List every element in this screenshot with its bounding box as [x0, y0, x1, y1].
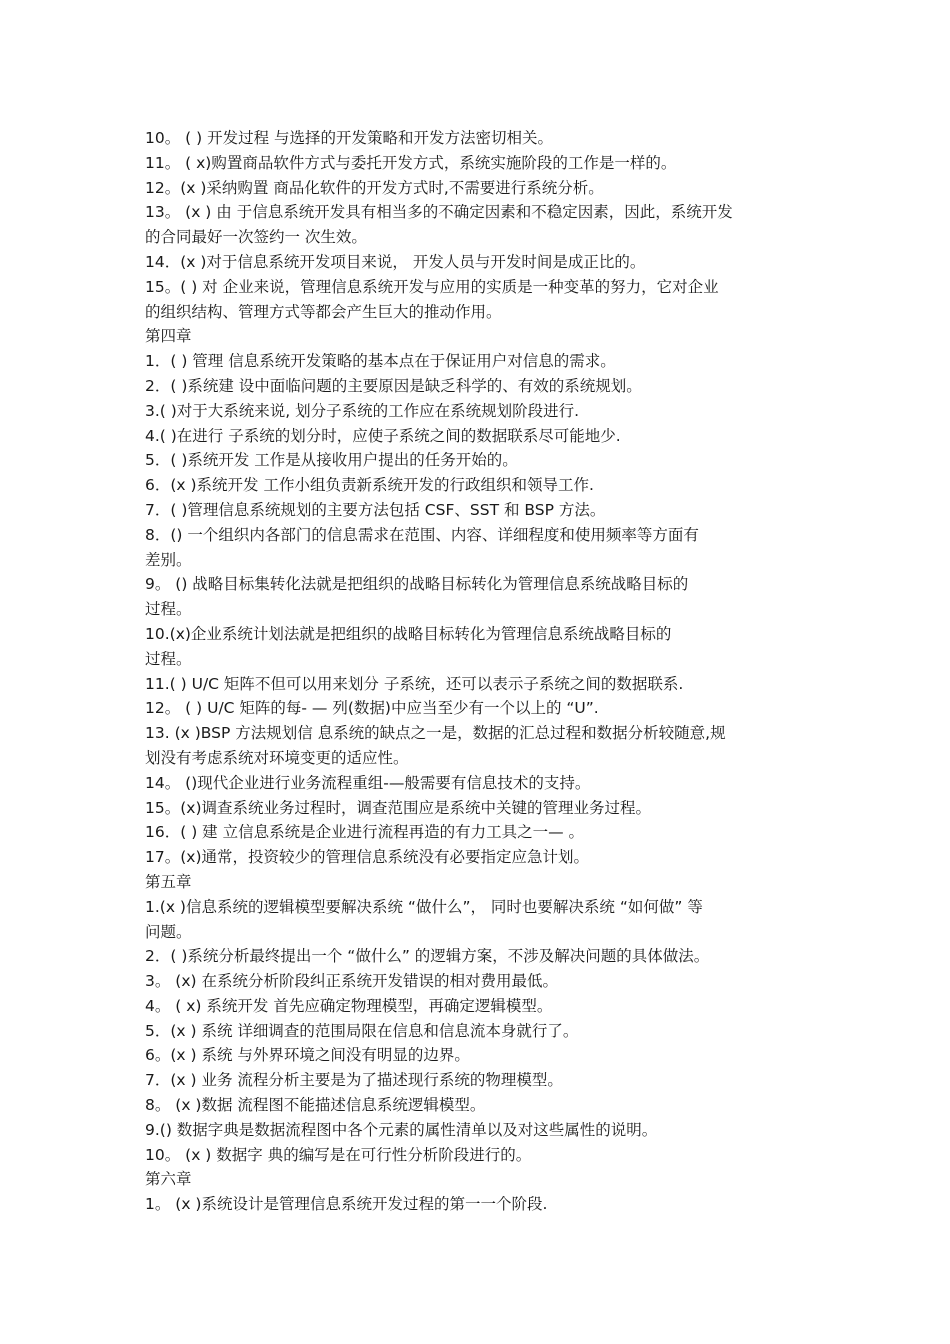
text-line: 14．(x )对于信息系统开发项目来说， 开发人员与开发时间是成正比的。: [145, 252, 646, 271]
text-line: 6．(x )系统开发 工作小组负责新系统开发的行政组织和领导工作.: [145, 476, 594, 495]
text-line: 10。 ( ) 开发过程 与选择的开发策略和开发方法密切相关。: [145, 129, 554, 147]
chapter-heading: 第四章: [145, 327, 192, 346]
text-line: 13。 (x ) 由 于信息系统开发具有相当多的不确定因素和不稳定因素，因此，系统开发: [145, 203, 733, 222]
text-line: 1．( ) 管理 信息系统开发策略的基本点在于保证用户对信息的需求。: [145, 352, 616, 371]
text-line: 12。 ( ) U/C 矩阵的每- — 列(数据)中应当至少有一个以上的 “U”.: [145, 699, 599, 718]
text-line: 17。(x)通常，投资较少的管理信息系统没有必要指定应急计划。: [145, 848, 589, 867]
text-line: 过程。: [145, 600, 192, 619]
text-line: 2．( )系统分析最终提出一个 “做什么” 的逻辑方案，不涉及解决问题的具体做法。: [145, 947, 710, 966]
text-line: 3。 (x) 在系统分析阶段纠正系统开发错误的相对费用最低。: [145, 972, 558, 991]
text-line: 4。 ( x) 系统开发 首先应确定物理模型，再确定逻辑模型。: [145, 996, 553, 1015]
text-line: 2．( )系统建 设中面临问题的主要原因是缺乏科学的、有效的系统规划。: [145, 376, 642, 395]
text-line: 9.() 数据字典是数据流程图中各个元素的属性清单以及对这些属性的说明。: [145, 1120, 658, 1139]
text-line: 14。 ()现代企业进行业务流程重组-—般需要有信息技术的支持。: [145, 773, 591, 792]
document-body: [145, 126, 805, 1217]
text-line: 的组织结构、管理方式等都会产生巨大的推动作用。: [145, 302, 502, 321]
text-line: 1。 (x )系统设计是管理信息系统开发过程的第一一个阶段.: [145, 1195, 548, 1214]
text-line: 16．( ) 建 立信息系统是企业进行流程再造的有力工具之一— 。: [145, 823, 585, 842]
chapter-heading: 第五章: [145, 872, 192, 891]
text-line: 12。(x )采纳购置 商品化软件的开发方式时,不需要进行系统分析。: [145, 178, 604, 197]
text-line: 15。( ) 对 企业来说，管理信息系统开发与应用的实质是一种变革的努力，它对企业: [145, 277, 719, 296]
text-line: 7．( )管理信息系统规划的主要方法包括 CSF、SST 和 BSP 方法。: [145, 500, 606, 519]
text-line: 4.( )在进行 子系统的划分时，应使子系统之间的数据联系尽可能地少.: [145, 426, 621, 445]
text-line: 1.(x )信息系统的逻辑模型要解决系统 “做什么”， 同时也要解决系统 “如何做” 等: [145, 897, 703, 916]
text-line: 差别。: [145, 550, 192, 569]
text-line: 15。(x)调查系统业务过程时，调查范围应是系统中关键的管理业务过程。: [145, 798, 651, 817]
text-line: 5．( )系统开发 工作是从接收用户提出的任务开始的。: [145, 451, 518, 470]
text-line: 7．(x ) 业务 流程分析主要是为了描述现行系统的物理模型。: [145, 1071, 563, 1090]
text-line: 6。(x ) 系统 与外界环境之间没有明显的边界。: [145, 1046, 470, 1065]
text-line: 8。 (x )数据 流程图不能描述信息系统逻辑模型。: [145, 1096, 486, 1115]
text-line: 10。 (x ) 数据字 典的编写是在可行性分析阶段进行的。: [145, 1145, 532, 1164]
text-line: 过程。: [145, 649, 192, 668]
text-line: 划没有考虑系统对环境变更的适应性。: [145, 748, 409, 767]
text-line: 9。 () 战略目标集转化法就是把组织的战略目标转化为管理信息系统战略目标的: [145, 575, 689, 594]
text-line: 13. (x )BSP 方法规划信 息系统的缺点之一是，数据的汇总过程和数据分析较随意,规: [145, 724, 726, 743]
text-line: 的合同最好一次签约一 次生效。: [145, 228, 367, 247]
text-line: 11。 ( x)购置商品软件方式与委托开发方式，系统实施阶段的工作是一样的。: [145, 153, 677, 172]
chapter-heading: 第六章: [145, 1170, 192, 1189]
text-line: 3.( )对于大系统来说, 划分子系统的工作应在系统规划阶段进行.: [145, 401, 580, 420]
text-line: 5．(x ) 系统 详细调查的范围局限在信息和信息流本身就行了。: [145, 1021, 579, 1040]
text-line: 11.( ) U/C 矩阵不但可以用来划分 子系统，还可以表示子系统之间的数据联系.: [145, 674, 684, 693]
text-line: 问题。: [145, 922, 192, 941]
text-line: 8．() 一个组织内各部门的信息需求在范围、内容、详细程度和使用频率等方面有: [145, 525, 699, 544]
text-line: 10.(x)企业系统计划法就是把组织的战略目标转化为管理信息系统战略目标的: [145, 624, 672, 643]
